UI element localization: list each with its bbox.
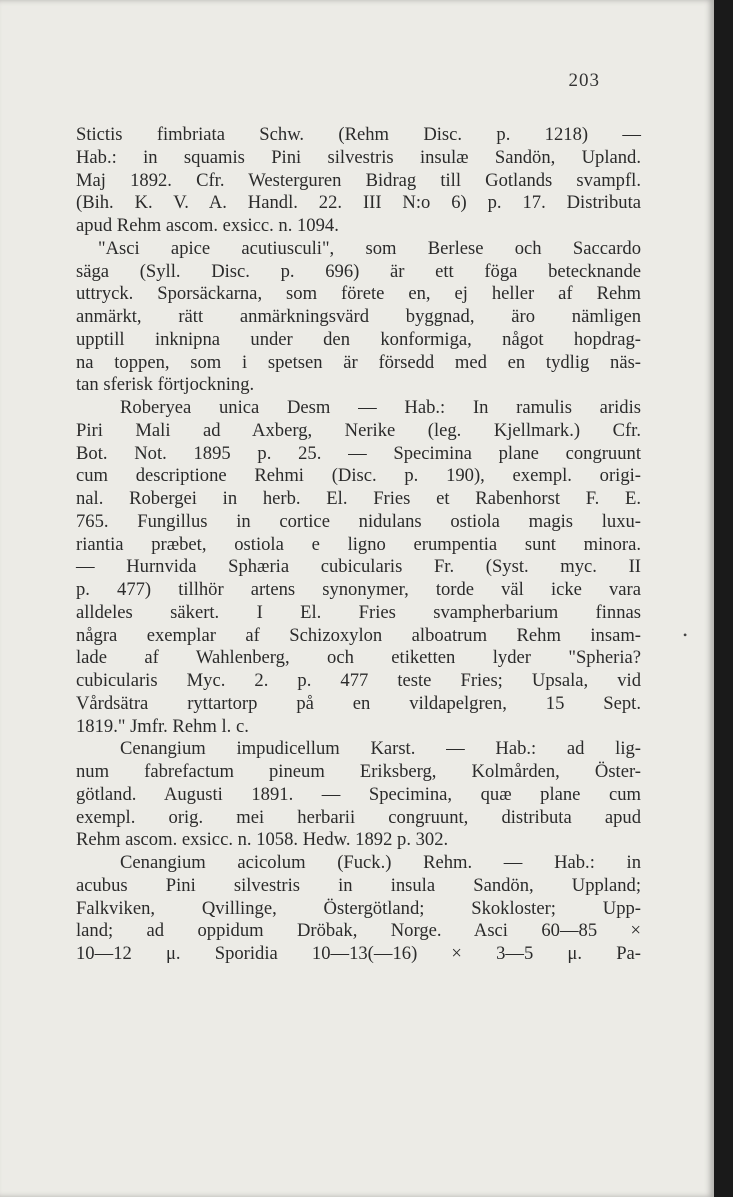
text-line: tan sferisk förtjockning. (76, 374, 255, 396)
text-line: acubus Pini silvestris in insula Sandön, Uppland; (76, 874, 641, 896)
text-line: uttryck. Sporsäckarna, som förete en, ej heller af Rehm (76, 283, 641, 305)
text-line: cubicularis Myc. 2. p. 477 teste Fries; Upsala, vid (76, 670, 641, 691)
text-line: Hab.: in squamis Pini silvestris insulæ Sandön, Upland. (76, 146, 641, 168)
text-line: alldeles säkert. I El. Fries svampherbarium finnas (76, 601, 641, 623)
text-line: num fabrefactum pineum Eriksberg, Kolmården, Öster- (76, 761, 641, 782)
text-line: några exemplar af Schizoxylon alboatrum Rehm insam- (76, 624, 641, 646)
text-line: Cenangium acicolum (Fuck.) Rehm. — Hab.: in (120, 852, 641, 873)
page-number: 203 (568, 70, 600, 91)
text-line: Maj 1892. Cfr. Westerguren Bidrag till Gotlands svampfl. (76, 169, 641, 191)
text-line: Piri Mali ad Axberg, Nerike (leg. Kjellmark.) Cfr. (76, 419, 641, 441)
text-line: lade af Wahlenberg, och etiketten lyder "Spheria? (76, 647, 641, 669)
text-line: Stictis fimbriata Schw. (Rehm Disc. p. 1218) — (76, 124, 641, 145)
text-line: p. 477) tillhör artens synonymer, torde väl icke vara (76, 579, 641, 600)
text-line: Cenangium impudicellum Karst. — Hab.: ad lig- (120, 738, 641, 760)
text-line: upptill inknipna under den konformiga, något hopdrag- (76, 328, 641, 350)
text-line: exempl. orig. mei herbarii congruunt, distributa apud (76, 806, 641, 828)
text-line: Falkviken, Qvillinge, Östergötland; Skokloster; Upp- (76, 897, 641, 919)
text-line: 1819." Jmfr. Rehm l. c. (76, 715, 249, 737)
text-line: "Asci apice acutiusculi", som Berlese och Saccardo (98, 237, 641, 259)
text-line: — Hurnvida Sphæria cubicularis Fr. (Syst. myc. II (76, 556, 641, 578)
text-line: nal. Robergei in herb. El. Fries et Rabenhorst F. E. (76, 488, 641, 509)
text-line: apud Rehm ascom. exsicc. n. 1094. (76, 215, 339, 236)
text-line: Rehm ascom. exsicc. n. 1058. Hedw. 1892 p. 302. (76, 829, 449, 851)
text-line: riantia præbet, ostiola e ligno erumpentia sunt minora. (76, 533, 641, 555)
text-line: anmärkt, rätt anmärkningsvärd byggnad, äro nämligen (76, 306, 641, 327)
text-line: na toppen, som i spetsen är försedd med en tydlig näs- (76, 351, 641, 373)
text-line: säga (Syll. Disc. p. 696) är ett föga betecknande (76, 260, 641, 282)
text-line: 10—12 μ. Sporidia 10—13(—16) × 3—5 μ. Pa- (76, 943, 641, 964)
text-line: Bot. Not. 1895 p. 25. — Specimina plane congruunt (76, 442, 641, 464)
margin-mark: • (683, 628, 688, 642)
text-line: Vårdsätra ryttartorp på en vildapelgren, 15 Sept. (76, 692, 641, 714)
text-line: götland. Augusti 1891. — Specimina, quæ plane cum (76, 783, 641, 805)
text-line: cum descriptione Rehmi (Disc. p. 190), exempl. origi- (76, 465, 641, 487)
text-line: Roberyea unica Desm — Hab.: In ramulis aridis (120, 397, 641, 418)
body-text (76, 124, 641, 966)
text-line: (Bih. K. V. A. Handl. 22. III N:o 6) p. 17. Distributa (76, 192, 641, 214)
text-line: land; ad oppidum Dröbak, Norge. Asci 60—85 × (76, 920, 641, 942)
text-line: 765. Fungillus in cortice nidulans ostiola magis luxu- (76, 510, 641, 532)
